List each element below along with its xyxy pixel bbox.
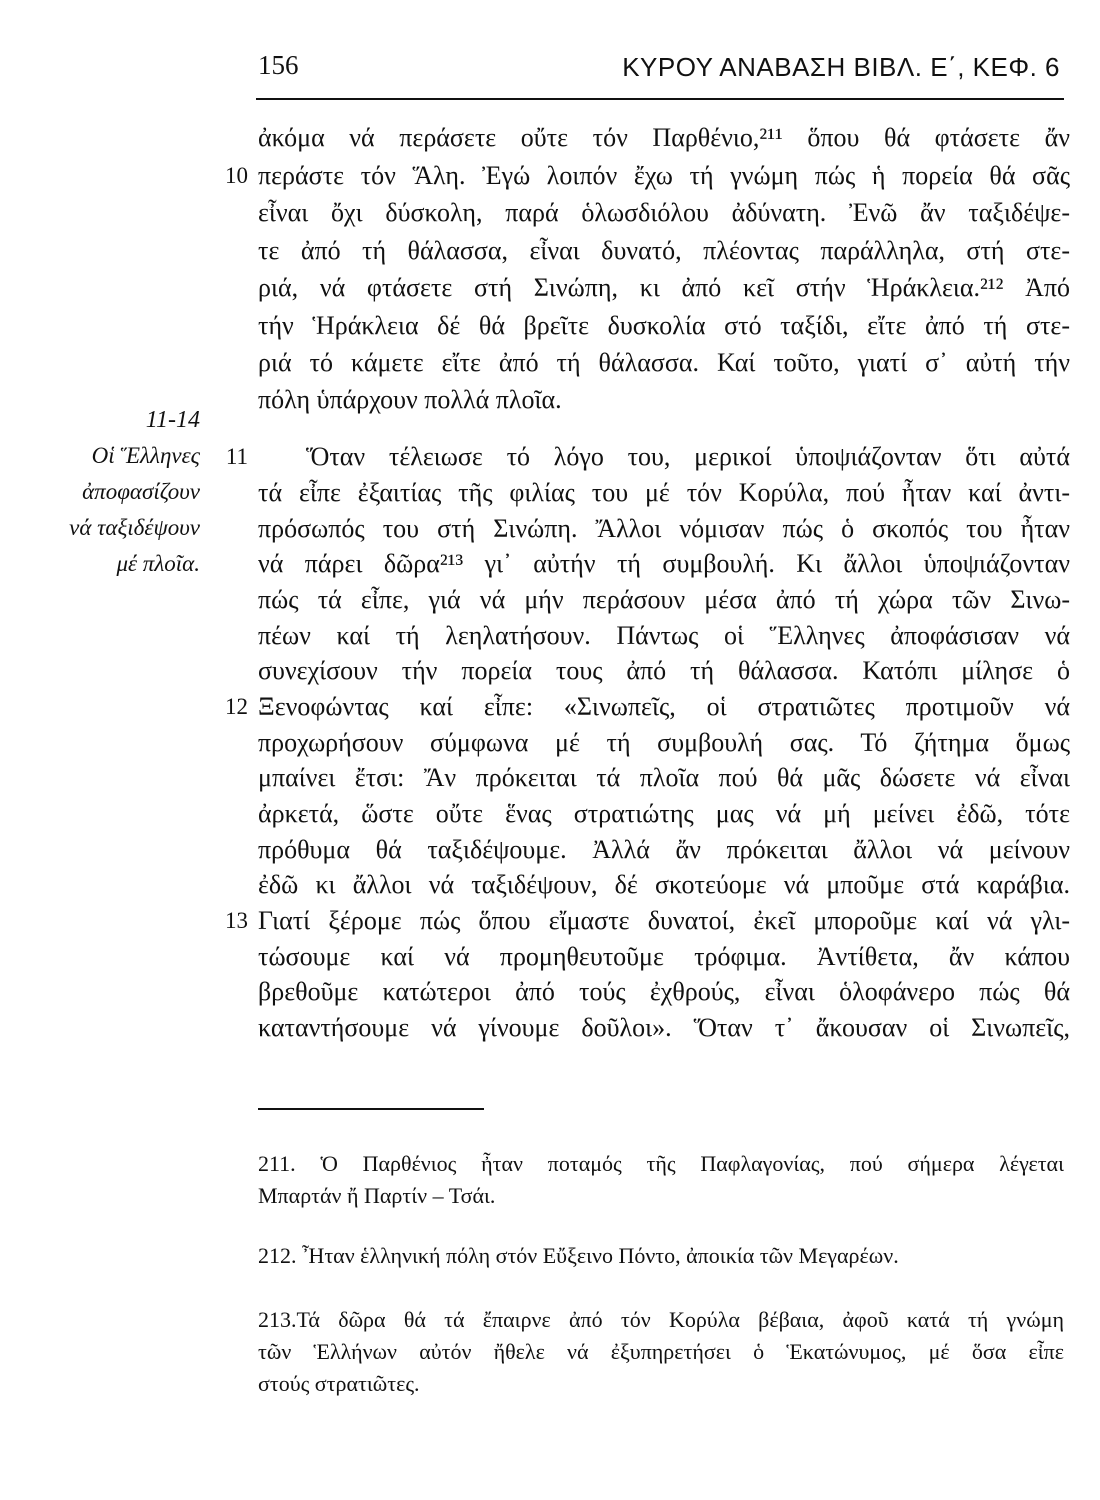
text-line: Ξενοφώντας καί εἶπε: «Σινωπεῖς, οἱ στρατιῶτες προτιμοῦν νά — [258, 692, 1070, 721]
margin-note-line: μέ πλοῖα. — [116, 551, 200, 576]
margin-note — [40, 402, 200, 582]
page-number: 156 — [258, 50, 299, 80]
text-line: ριά τό κάμετε εἴτε ἀπό τή θάλασσα. Καί τοῦτο, γιατί σ᾽ αὐτή τήν — [258, 348, 1070, 377]
margin-note-line: ἀποφασίζουν — [82, 479, 200, 504]
text-line: πρόθυμα θά ταξιδέψουμε. Ἀλλά ἄν πρόκειται ἄλλοι νά μείνουν — [258, 835, 1070, 864]
text-line: ἀκόμα νά περάσετε οὔτε τόν Παρθένιο,²¹¹ ὅπου θά φτάσετε ἄν — [258, 123, 1070, 152]
text-line: τήν Ἡράκλεια δέ θά βρεῖτε δυσκολία στό ταξίδι, εἴτε ἀπό τή στε- — [258, 311, 1070, 340]
footnote-rule — [258, 1108, 484, 1110]
section-number-13: 13 — [225, 908, 248, 933]
running-head: ΚΥΡΟΥ ΑΝΑΒΑΣΗ ΒΙΒΛ. Ε΄, ΚΕΦ. 6 — [622, 52, 1060, 82]
text-line: πώς τά εἶπε, γιά νά μήν περάσουν μέσα ἀπό τή χώρα τῶν Σινω- — [258, 585, 1070, 614]
margin-note-line: νά ταξιδέψουν — [69, 515, 200, 540]
footnote-212-line: 212. Ἦταν ἑλληνική πόλη στόν Εὔξεινο Πόντο, ἀποικία τῶν Μεγαρέων. — [258, 1243, 899, 1268]
header-rule — [256, 98, 1064, 100]
margin-note-range: 11-14 — [145, 407, 200, 433]
footnote-211-line: Μπαρτάν ἤ Παρτίν – Τσάι. — [258, 1183, 496, 1208]
margin-note-line: Οἱ Ἕλληνες — [91, 443, 200, 468]
text-line: νά πάρει δῶρα²¹³ γι᾽ αὐτήν τή συμβουλή. Κι ἄλλοι ὑποψιάζονταν — [258, 549, 1070, 578]
text-line: πέων καί τή λεηλατήσουν. Πάντως οἱ Ἕλληνες ἀποφάσισαν νά — [258, 621, 1070, 650]
section-number-10: 10 — [225, 163, 248, 188]
footnote-213-line: στούς στρατιῶτες. — [258, 1371, 420, 1396]
text-line: ἀρκετά, ὥστε οὔτε ἕνας στρατιώτης μας νά μή μείνει ἐδῶ, τότε — [258, 799, 1070, 828]
text-line: πόλη ὑπάρχουν πολλά πλοῖα. — [258, 385, 562, 414]
text-line: τώσουμε καί νά προμηθευτοῦμε τρόφιμα. Ἀντίθετα, ἄν κάπου — [258, 942, 1070, 971]
section-number-12: 12 — [225, 694, 248, 719]
text-line: περάστε τόν Ἅλη. Ἐγώ λοιπόν ἔχω τή γνώμη πώς ἡ πορεία θά σᾶς — [258, 161, 1070, 190]
text-line: Ὅταν τέλειωσε τό λόγο του, μερικοί ὑποψιάζονταν ὅτι αὐτά — [306, 442, 1070, 471]
footnote-213-line: τῶν Ἑλλήνων αὐτόν ἤθελε νά ἐξυπηρετήσει ὁ Ἑκατώνυμος, μέ ὅσα εἶπε — [258, 1339, 1064, 1364]
text-line: πρόσωπός του στή Σινώπη. Ἄλλοι νόμισαν πώς ὁ σκοπός του ἦταν — [258, 514, 1070, 543]
text-line: ριά, νά φτάσετε στή Σινώπη, κι ἀπό κεῖ στήν Ἡράκλεια.²¹² Ἀπό — [258, 273, 1070, 302]
text-line: εἶναι ὄχι δύσκολη, παρά ὁλωσδιόλου ἀδύνατη. Ἐνῶ ἄν ταξιδέψε- — [258, 198, 1070, 227]
footnote-211-line: 211. Ὁ Παρθένιος ἦταν ποταμός τῆς Παφλαγονίας, πού σήμερα λέγεται — [258, 1151, 1064, 1176]
text-line: καταντήσουμε νά γίνουμε δοῦλοι». Ὅταν τ᾽ ἄκουσαν οἱ Σινωπεῖς, — [258, 1013, 1070, 1042]
section-number-11: 11 — [225, 444, 248, 469]
text-line: ἐδῶ κι ἄλλοι νά ταξιδέψουν, δέ σκοτεύομε νά μποῦμε στά καράβια. — [258, 870, 1070, 899]
text-line: προχωρήσουν σύμφωνα μέ τή συμβουλή σας. Τό ζήτημα ὅμως — [258, 728, 1070, 757]
text-line: Γιατί ξέρομε πώς ὅπου εἴμαστε δυνατοί, ἐκεῖ μποροῦμε καί νά γλι- — [258, 906, 1070, 935]
text-line: τά εἶπε ἐξαιτίας τῆς φιλίας του μέ τόν Κορύλα, πού ἦταν καί ἀντι- — [258, 478, 1070, 507]
text-line: τε ἀπό τή θάλασσα, εἶναι δυνατό, πλέοντας παράλληλα, στή στε- — [258, 236, 1070, 265]
text-line: μπαίνει ἔτσι: Ἄν πρόκειται τά πλοῖα πού θά μᾶς δώσετε νά εἶναι — [258, 763, 1070, 792]
footnote-213-line: 213.Τά δῶρα θά τά ἔπαιρνε ἀπό τόν Κορύλα βέβαια, ἀφοῦ κατά τή γνώμη — [258, 1307, 1064, 1332]
text-line: βρεθοῦμε κατώτεροι ἀπό τούς ἐχθρούς, εἶναι ὁλοφάνερο πώς θά — [258, 977, 1070, 1006]
text-line: συνεχίσουν τήν πορεία τους ἀπό τή θάλασσα. Κατόπι μίλησε ὁ — [258, 656, 1070, 685]
